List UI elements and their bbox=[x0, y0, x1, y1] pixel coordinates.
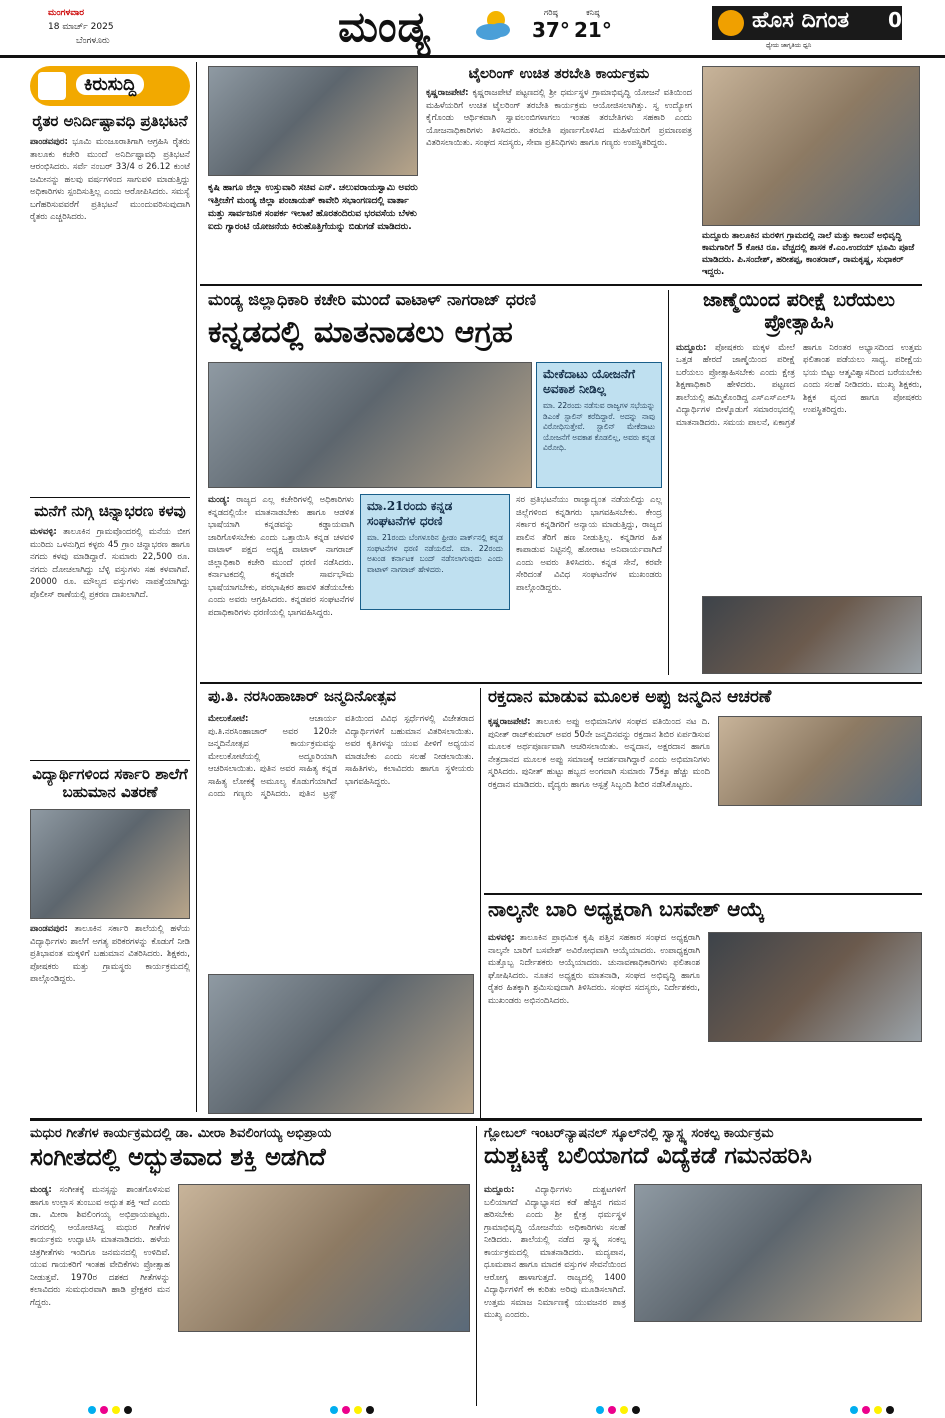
black-dot bbox=[886, 1406, 894, 1414]
section-divider bbox=[200, 682, 922, 684]
school-photo bbox=[30, 809, 190, 919]
max-label: ಗರಿಷ್ಠ bbox=[543, 8, 558, 17]
dateline: ಮಂಡ್ಯ: bbox=[30, 1185, 52, 1195]
school-event-photo bbox=[634, 1184, 922, 1322]
logo-emblem-icon bbox=[718, 10, 744, 36]
black-dot bbox=[632, 1406, 640, 1414]
story-text: ತಾಲೂಕು ಅಪ್ಪು ಅಭಿಮಾನಿಗಳ ಸಂಘದ ವತಿಯಿಂದ ನಟ ದಿ. ಪುನೀತ್ ರಾಜ್‌ಕುಮಾರ್ ಅವರ 50ನೇ ಜನ್ಮದಿನವನ್ನು ರಕ್ತದಾನ ಶಿಬಿರ ಏರ್ಪಡಿಸುವ ಮೂಲಕ ಅರ್ಥಪೂರ್ಣವಾಗಿ ಆಚರಿಸಲಾಯಿತು. ಅನ್ನದಾನ, ಅಕ್ಷರದಾನ ಹಾಗೂ ನೇತ್ರದಾನದ ಮೂಲಕ ಅಪ್ಪು ಸಮಾಜಕ್ಕೆ ಆದರ್ಶವಾಗಿದ್ದಾರೆ ಎಂದು ಅಭಿಮಾನಿಗಳು ಸ್ಮರಿಸಿದರು. ಪುನೀತ್ ಹುಟ್ಟು ಹಬ್ಬದ ಅಂಗವಾಗಿ ಸುಮಾರು 75ಕ್ಕೂ ಹೆಚ್ಚು ಮಂದಿ ರಕ್ತದಾನ ಮಾಡಿದರು. ವೈದ್ಯರು ಹಾಗೂ ಆಸ್ಪತ್ರೆ ಸಿಬ್ಬಂದಿ ಶಿಬಿರ ನಡೆಸಿಕೊಟ್ಟರು. bbox=[488, 717, 710, 790]
yellow-dot bbox=[620, 1406, 628, 1414]
divider bbox=[30, 497, 190, 498]
story-theft bbox=[30, 502, 190, 757]
yellow-dot bbox=[354, 1406, 362, 1414]
story-col3: ಸರ ಪ್ರತಿಭಟನೆಯು ರಾಜ್ಯಾದ್ಯಂತ ನಡೆಯಲಿದ್ದು ಎಲ್ಲ ಜಿಲ್ಲೆಗಳಿಂದ ಕನ್ನಡಿಗರು ಭಾಗವಹಿಸಬೇಕು. ಕೇಂದ್ರ ಸರ್ಕಾರ ಕನ್ನಡಿಗರಿಗೆ ಅನ್ಯಾಯ ಮಾಡುತ್ತಿದ್ದು, ರಾಜ್ಯದ ಪಾಲಿನ ತೆರಿಗೆ ಹಣ ನೀಡುತ್ತಿಲ್ಲ. ಕನ್ನಡಿಗರ ಹಿತ ಕಾಪಾಡುವ ನಿಟ್ಟಿನಲ್ಲಿ ಹೋರಾಟ ಅನಿವಾರ್ಯವಾಗಿದೆ ಎಂದು ಅವರು ತಿಳಿಸಿದರು. ಕನ್ನಡ ಸೇನೆ, ಕರವೇ ಸೇರಿದಂತೆ ವಿವಿಧ ಸಂಘಟನೆಗಳ ಮುಖಂಡರು ಪಾಲ್ಗೊಂಡಿದ್ದರು. bbox=[516, 495, 662, 593]
headline: ರಕ್ತದಾನ ಮಾಡುವ ಮೂಲಕ ಅಪ್ಪು ಜನ್ಮದಿನ ಆಚರಣೆ bbox=[488, 688, 772, 707]
mekedatu-box bbox=[536, 362, 662, 488]
date-block bbox=[48, 6, 198, 48]
puti-event-photo bbox=[208, 974, 474, 1114]
students-photo bbox=[702, 596, 922, 674]
society-photo bbox=[708, 932, 922, 1042]
story-text: ಕೃಷ್ಣರಾಜಪೇಟೆ ಪಟ್ಟಣದಲ್ಲಿ ಶ್ರೀ ಧರ್ಮಸ್ಥಳ ಗ್ರಾಮಾಭಿವೃದ್ಧಿ ಯೋಜನೆ ವತಿಯಿಂದ ಮಹಿಳೆಯರಿಗೆ ಉಚಿತ ಟೈಲರಿಂಗ್ ತರಬೇತಿ ಕಾರ್ಯಕ್ರಮ ಆಯೋಜಿಸಲಾಗಿತ್ತು. ಸ್ವ ಉದ್ಯೋಗ ಕೈಗೊಂಡು ಆರ್ಥಿಕವಾಗಿ ಸ್ವಾವಲಂಬಿಗಳಾಗಲು ಇಂತಹ ತರಬೇತಿಗಳು ಸಹಕಾರಿ ಎಂದು ಯೋಜನಾಧಿಕಾರಿಗಳು ತಿಳಿಸಿದರು. ತರಬೇತಿ ಪೂರ್ಣಗೊಳಿಸಿದ ಮಹಿಳೆಯರಿಗೆ ಪ್ರಮಾಣಪತ್ರ ವಿತರಿಸಲಾಯಿತು. ಸಂಘದ ಸದಸ್ಯರು, ಸೇವಾ ಪ್ರತಿನಿಧಿಗಳು ಹಾಗೂ ಗಣ್ಯರು ಉಪಸ್ಥಿತರಿದ್ದರು. bbox=[426, 88, 692, 149]
yellow-dot bbox=[112, 1406, 120, 1414]
protest-photo bbox=[208, 362, 532, 488]
dateline: ಮಳವಳ್ಳಿ: bbox=[30, 527, 57, 537]
story-body bbox=[30, 923, 190, 986]
dateline: ಮಳವಳ್ಳಿ: bbox=[488, 933, 515, 943]
min-temperature bbox=[574, 8, 612, 42]
kicker: ಗ್ಲೋಬಲ್ ಇಂಟರ್‌ನ್ಯಾಷನಲ್ ಸ್ಕೂಲ್‌ನಲ್ಲಿ ಸ್ವಾಸ್ಥ್ಯ ಸಂಕಲ್ಪ ಕಾರ್ಯಕ್ರಮ bbox=[484, 1126, 774, 1141]
story-appu bbox=[488, 688, 922, 888]
story-body bbox=[484, 1184, 626, 1404]
canal-work-photo bbox=[702, 66, 920, 226]
black-dot bbox=[124, 1406, 132, 1414]
section-divider bbox=[200, 284, 922, 286]
issue-date: 18 ಮಾರ್ಚ್ 2025 bbox=[48, 22, 114, 32]
story-drugs-awareness bbox=[484, 1126, 922, 1406]
story-text: ವಿದ್ಯಾರ್ಥಿಗಳು ದುಶ್ಚಟಗಳಿಗೆ ಬಲಿಯಾಗದೆ ವಿದ್ಯಾಭ್ಯಾಸದ ಕಡೆ ಹೆಚ್ಚಿನ ಗಮನ ಹರಿಸಬೇಕು ಎಂದು ಶ್ರೀ ಕ್ಷೇತ್ರ ಧರ್ಮಸ್ಥಳ ಗ್ರಾಮಾಭಿವೃದ್ಧಿ ಯೋಜನೆಯ ಅಧಿಕಾರಿಗಳು ಸಲಹೆ ನೀಡಿದರು. ಶಾಲೆಯಲ್ಲಿ ನಡೆದ ಸ್ವಾಸ್ಥ್ಯ ಸಂಕಲ್ಪ ಕಾರ್ಯಕ್ರಮದಲ್ಲಿ ಮಾತನಾಡಿದರು. ಮದ್ಯಪಾನ, ಧೂಮಪಾನ ಹಾಗೂ ಮಾದಕ ವಸ್ತುಗಳ ಸೇವನೆಯಿಂದ ಆರೋಗ್ಯ ಹಾಳಾಗುತ್ತದೆ. ರಾಜ್ಯದಲ್ಲಿ 1400 ವಿದ್ಯಾರ್ಥಿಗಳಿಗೆ ಈ ಕುರಿತು ಅರಿವು ಮೂಡಿಸಲಾಗಿದೆ. ಉತ್ತಮ ಸಮಾಜ ನಿರ್ಮಾಣಕ್ಕೆ ಯುವಜನರ ಪಾತ್ರ ಮುಖ್ಯ ಎಂದರು. bbox=[484, 1185, 626, 1320]
story-text: ಪೋಷಕರು ಮಕ್ಕಳ ಮೇಲೆ ಒತ್ತಡ ಹೇರದೆ ಜಾಣ್ಮೆಯಿಂದ ಪರೀಕ್ಷೆ ಬರೆಯಲು ಪ್ರೋತ್ಸಾಹಿಸಬೇಕು ಎಂದು ಕ್ಷೇತ್ರ ಶಿಕ್ಷಣಾಧಿಕಾರಿ ಹೇಳಿದರು. ಪಟ್ಟಣದ ಶಾಲೆಯಲ್ಲಿ ಹಮ್ಮಿಕೊಂಡಿದ್ದ ಎಸ್ಎಸ್ಎಲ್‌ಸಿ ವಿದ್ಯಾರ್ಥಿಗಳ ಬೀಳ್ಕೊಡುಗೆ ಸಮಾರಂಭದಲ್ಲಿ ಮಾತನಾಡಿದರು. ಸಮಯ ಪಾಲನೆ, ಏಕಾಗ್ರತೆ ಹಾಗೂ ನಿರಂತರ ಅಭ್ಯಾಸದಿಂದ ಉತ್ತಮ ಫಲಿತಾಂಶ ಪಡೆಯಲು ಸಾಧ್ಯ. ಪರೀಕ್ಷೆಯ ಭಯ ಬಿಟ್ಟು ಆತ್ಮವಿಶ್ವಾಸದಿಂದ ಬರೆಯಬೇಕು ಎಂದು ಸಲಹೆ ನೀಡಿದರು. ಮುಖ್ಯ ಶಿಕ್ಷಕರು, ಶಿಕ್ಷಕ ವೃಂದ ಹಾಗೂ ಪೋಷಕರು ಉಪಸ್ಥಿತರಿದ್ದರು. bbox=[676, 342, 922, 428]
story-text: ಸಂಗೀತಕ್ಕೆ ಮನಸ್ಸನ್ನು ಶಾಂತಗೊಳಿಸುವ ಹಾಗೂ ಉಲ್ಲಾಸ ತುಂಬುವ ಅದ್ಭುತ ಶಕ್ತಿ ಇದೆ ಎಂದು ಡಾ. ಮೀರಾ ಶಿವಲಿಂಗಯ್ಯ ಅಭಿಪ್ರಾಯಪಟ್ಟರು. ನಗರದಲ್ಲಿ ಆಯೋಜಿಸಿದ್ದ ಮಧುರ ಗೀತೆಗಳ ಕಾರ್ಯಕ್ರಮ ಉದ್ಘಾಟಿಸಿ ಮಾತನಾಡಿದರು. ಹಳೆಯ ಚಿತ್ರಗೀತೆಗಳು ಇಂದಿಗೂ ಜನಮನದಲ್ಲಿ ಉಳಿದಿವೆ. ಯುವ ಗಾಯಕರಿಗೆ ಇಂತಹ ವೇದಿಕೆಗಳು ಪ್ರೋತ್ಸಾಹ ನೀಡುತ್ತವೆ. 1970ರ ದಶಕದ ಗೀತೆಗಳನ್ನು ಕಲಾವಿದರು ಸುಮಧುರವಾಗಿ ಹಾಡಿ ಪ್ರೇಕ್ಷಕರ ಮನ ಗೆದ್ದರು. bbox=[30, 1185, 170, 1308]
story-text: ತಾಲೂಕಿನ ಪ್ರಾಥಮಿಕ ಕೃಷಿ ಪತ್ತಿನ ಸಹಕಾರ ಸಂಘದ ಅಧ್ಯಕ್ಷರಾಗಿ ನಾಲ್ಕನೇ ಬಾರಿಗೆ ಬಸವೇಶ್ ಅವಿರೋಧವಾಗಿ ಆಯ್ಕೆಯಾದರು. ಉಪಾಧ್ಯಕ್ಷರಾಗಿ ಮತ್ತೊಬ್ಬ ನಿರ್ದೇಶಕರು ಆಯ್ಕೆಯಾದರು. ಚುನಾವಣಾಧಿಕಾರಿಗಳು ಫಲಿತಾಂಶ ಘೋಷಿಸಿದರು. ನೂತನ ಅಧ್ಯಕ್ಷರು ಮಾತನಾಡಿ, ಸಂಘದ ಅಭಿವೃದ್ಧಿ ಹಾಗೂ ರೈತರ ಹಿತಕ್ಕಾಗಿ ಶ್ರಮಿಸುವುದಾಗಿ ತಿಳಿಸಿದರು. ಸಂಘದ ಸದಸ್ಯರು, ನಿರ್ದೇಶಕರು, ಮುಖಂಡರು ಅಭಿನಂದಿಸಿದರು. bbox=[488, 933, 700, 1006]
kirusuddi-badge bbox=[30, 66, 190, 106]
headline: ವಿದ್ಯಾರ್ಥಿಗಳಿಂದ ಸರ್ಕಾರಿ ಶಾಲೆಗೆ ಬಹುಮಾನ ವಿತರಣೆ bbox=[32, 765, 188, 801]
magenta-dot bbox=[608, 1406, 616, 1414]
cyan-dot bbox=[850, 1406, 858, 1414]
story-text: ರಾಜ್ಯದ ಎಲ್ಲ ಕಚೇರಿಗಳಲ್ಲಿ ಅಧಿಕಾರಿಗಳು ಕನ್ನಡದಲ್ಲಿಯೇ ಮಾತನಾಡಬೇಕು ಹಾಗೂ ಆಡಳಿತ ಭಾಷೆಯಾಗಿ ಕನ್ನಡವನ್ನು ಕಡ್ಡಾಯವಾಗಿ ಜಾರಿಗೊಳಿಸಬೇಕು ಎಂದು ಒತ್ತಾಯಿಸಿ ಕನ್ನಡ ಚಳವಳಿ ವಾಟಾಳ್ ಪಕ್ಷದ ಅಧ್ಯಕ್ಷ ವಾಟಾಳ್ ನಾಗರಾಜ್ ಜಿಲ್ಲಾಧಿಕಾರಿ ಕಚೇರಿ ಮುಂದೆ ಧರಣಿ ನಡೆಸಿದರು. ಕರ್ನಾಟಕದಲ್ಲಿ ಕನ್ನಡವೇ ಸಾರ್ವಭೌಮ ಭಾಷೆಯಾಗಬೇಕು, ಪರಭಾಷಿಕರ ಹಾವಳಿ ತಡೆಯಬೇಕು ಎಂದು ಅವರು ಆಗ್ರಹಿಸಿದರು. ಕನ್ನಡಪರ ಸಂಘಟನೆಗಳ ಪದಾಧಿಕಾರಿಗಳು ಧರಣಿಯಲ್ಲಿ ಭಾಗವಹಿಸಿದ್ದರು. bbox=[208, 495, 354, 618]
headline: ಜಾಣ್ಮೆಯಿಂದ ಪರೀಕ್ಷೆ ಬರೆಯಲು ಪ್ರೋತ್ಸಾಹಿಸಿ bbox=[703, 290, 895, 333]
story-body bbox=[488, 932, 700, 1112]
story-body bbox=[30, 1184, 170, 1404]
story-text: ತಾಲೂಕಿನ ಸರ್ಕಾರಿ ಶಾಲೆಯಲ್ಲಿ ಹಳೆಯ ವಿದ್ಯಾರ್ಥಿಗಳು ಶಾಲೆಗೆ ಅಗತ್ಯ ಪರಿಕರಗಳನ್ನು ಕೊಡುಗೆ ನೀಡಿ ಪ್ರತಿಭಾವಂತ ಮಕ್ಕಳಿಗೆ ಬಹುಮಾನ ವಿತರಿಸಿದರು. ಶಿಕ್ಷಕರು, ಪೋಷಕರು ಮತ್ತು ಗ್ರಾಮಸ್ಥರು ಕಾರ್ಯಕ್ರಮದಲ್ಲಿ ಪಾಲ್ಗೊಂಡಿದ್ದರು. bbox=[30, 924, 190, 984]
kicker: ಮಧುರ ಗೀತೆಗಳ ಕಾರ್ಯಕ್ರಮದಲ್ಲಿ ಡಾ. ಮೀರಾ ಶಿವಲಿಂಗಯ್ಯ ಅಭಿಪ್ರಾಯ bbox=[30, 1126, 332, 1141]
story-text: ಆಚಾರ್ಯ ಪು.ತಿ.ನರಸಿಂಹಾಚಾರ್ ಅವರ 120ನೇ ಜನ್ಮದಿನೋತ್ಸವ ಕಾರ್ಯಕ್ರಮವನ್ನು ಮೇಲುಕೋಟೆಯಲ್ಲಿ ಅದ್ದೂರಿಯಾಗಿ ಆಚರಿಸಲಾಯಿತು. ಪುತಿನ ಅವರ ಸಾಹಿತ್ಯ ಕನ್ನಡ ಸಾಹಿತ್ಯ ಲೋಕಕ್ಕೆ ಅಮೂಲ್ಯ ಕೊಡುಗೆಯಾಗಿದೆ ಎಂದು ಗಣ್ಯರು ಸ್ಮರಿಸಿದರು. ಪುತಿನ ಟ್ರಸ್ಟ್ ವತಿಯಿಂದ ವಿವಿಧ ಸ್ಪರ್ಧೆಗಳಲ್ಲಿ ವಿಜೇತರಾದ ವಿದ್ಯಾರ್ಥಿಗಳಿಗೆ ಬಹುಮಾನ ವಿತರಿಸಲಾಯಿತು. ಅವರ ಕೃತಿಗಳನ್ನು ಯುವ ಪೀಳಿಗೆ ಅಧ್ಯಯನ ಮಾಡಬೇಕು ಎಂದು ಸಲಹೆ ನೀಡಲಾಯಿತು. ಸಾಹಿತಿಗಳು, ಕಲಾವಿದರು ಹಾಗೂ ಸ್ಥಳೀಯರು ಭಾಗವಹಿಸಿದ್ದರು. bbox=[208, 714, 474, 800]
minister-caption: ಕೃಷಿ ಹಾಗೂ ಜಿಲ್ಲಾ ಉಸ್ತುವಾರಿ ಸಚಿವ ಎನ್. ಚಲುವರಾಯಸ್ವಾಮಿ ಅವರು ಇತ್ತೀಚೆಗೆ ಮಂಡ್ಯ ಜಿಲ್ಲಾ ಪಂಚಾಯತ್ ಕಾವೇರಿ ಸಭಾಂಗಣದಲ್ಲಿ ವಾರ್ತಾ ಮತ್ತು ಸಾರ್ವಜನಿಕ ಸಂಪರ್ಕ ಇಲಾಖೆ ಹೊರತಂದಿರುವ ಭರವಸೆಯ ಬೆಳಕು ಐದು ಗ್ಯಾರಂಟಿ ಯೋಜನೆಯ ಕಿರುಹೊತ್ತಿಗೆಯನ್ನು ಬಿಡುಗಡೆ ಮಾಡಿದರು. bbox=[208, 183, 418, 232]
edition-city: ಬೆಂಗಳೂರು bbox=[76, 36, 110, 46]
magenta-dot bbox=[342, 1406, 350, 1414]
march21-box bbox=[360, 494, 510, 610]
dateline: ಕೃಷ್ಣರಾಜಪೇಟೆ: bbox=[488, 717, 531, 727]
min-label: ಕನಿಷ್ಠ bbox=[586, 8, 600, 17]
story-body bbox=[676, 342, 922, 592]
black-dot bbox=[366, 1406, 374, 1414]
box-text: ಮಾ. 22ರಂದು ನಡೆಸುವ ರಾಜ್ಯಗಳ ಸಭೆಯನ್ನು ಡಿಎಂಕೆ ಸ್ಟಾಲಿನ್ ಕರೆದಿದ್ದಾರೆ. ಅದನ್ನು ನಾವು ವಿರೋಧಿಸುತ್ತೇವೆ. ಸ್ಟಾಲಿನ್ ಮೇಕೆದಾಟು ಯೋಜನೆಗೆ ಅವಕಾಶ ಕೊಡಲಿಲ್ಲ, ಅವರು ಕನ್ನಡ ವಿರೋಧಿ. bbox=[543, 401, 655, 452]
story-text: ತಾಲೂಕಿನ ಗ್ರಾಮವೊಂದರಲ್ಲಿ ಮನೆಯ ಬೀಗ ಮುರಿದು ಒಳನುಗ್ಗಿದ ಕಳ್ಳರು 45 ಗ್ರಾಂ ಚಿನ್ನಾಭರಣ ಹಾಗೂ ನಗದು ಕಳವು ಮಾಡಿದ್ದಾರೆ. ಸುಮಾರು 22,500 ರೂ. ನಗದು ದೋಚಲಾಗಿದ್ದು ಬೆಳ್ಳಿ ವಸ್ತುಗಳು ಸಹ ಕಳವಾಗಿವೆ. 20000 ರೂ. ಮೌಲ್ಯದ ವಸ್ತುಗಳು ನಾಪತ್ತೆಯಾಗಿದ್ದು ಪೊಲೀಸ್ ಠಾಣೆಯಲ್ಲಿ ಪ್ರಕರಣ ದಾಖಲಾಗಿದೆ. bbox=[30, 527, 190, 600]
story-body bbox=[208, 494, 354, 670]
paper-name: ಹೊಸ ದಿಗಂತ bbox=[752, 8, 850, 33]
story-body bbox=[30, 136, 190, 224]
paper-logo bbox=[712, 6, 902, 40]
box-headline: ಮಾ.21ರಂದು ಕನ್ನಡ ಸಂಘಟನೆಗಳ ಧರಣಿ bbox=[367, 499, 453, 528]
story-farmers-protest bbox=[30, 112, 190, 497]
registration-marks bbox=[88, 1406, 132, 1414]
story-body bbox=[488, 716, 710, 886]
column-divider bbox=[480, 688, 481, 1118]
magenta-dot bbox=[862, 1406, 870, 1414]
dateline: ಕೃಷ್ಣರಾಜಪೇಟೆ: bbox=[426, 88, 469, 99]
dateline: ಪಾಂಡವಪುರ: bbox=[30, 924, 68, 934]
hand-pointer-icon bbox=[38, 72, 66, 100]
paper-tagline: ಧ್ಯೇಯ ಜಾಗೃತಿಯ ಧ್ವನಿ bbox=[766, 42, 812, 49]
dateline: ಮೇಲುಕೋಟೆ: bbox=[208, 714, 249, 725]
district-title: ಮಂಡ್ಯ bbox=[338, 2, 432, 51]
story-music bbox=[30, 1126, 470, 1406]
column-divider bbox=[668, 290, 669, 675]
story-puti bbox=[208, 688, 474, 1118]
dateline: ಪಾಂಡವಪುರ: bbox=[30, 137, 68, 147]
dateline: ಮದ್ದೂರು: bbox=[484, 1185, 515, 1195]
headline: ದುಶ್ಚಟಕ್ಕೆ ಬಲಿಯಾಗದೆ ವಿದ್ಯೆಕಡೆ ಗಮನಹರಿಸಿ bbox=[484, 1142, 812, 1169]
story-body bbox=[426, 87, 692, 150]
headline: ಪು.ತಿ. ನರಸಿಂಹಾಚಾರ್ ಜನ್ಮದಿನೋತ್ಸವ bbox=[208, 688, 396, 705]
headline: ಸಂಗೀತದಲ್ಲಿ ಅದ್ಭುತವಾದ ಶಕ್ತಿ ಅಡಗಿದೆ bbox=[30, 1142, 326, 1171]
dateline: ಮಂಡ್ಯ: bbox=[208, 495, 230, 505]
min-value: 21° bbox=[574, 18, 612, 42]
masthead bbox=[0, 0, 945, 58]
story-exam bbox=[676, 290, 922, 680]
magenta-dot bbox=[100, 1406, 108, 1414]
column-divider bbox=[196, 62, 197, 1112]
blood-donation-photo bbox=[718, 716, 922, 806]
divider bbox=[30, 760, 190, 761]
dateline: ಮದ್ದೂರು: bbox=[676, 342, 707, 353]
yellow-dot bbox=[874, 1406, 882, 1414]
story-body bbox=[208, 713, 474, 963]
max-value: 37° bbox=[532, 18, 570, 42]
cyan-dot bbox=[596, 1406, 604, 1414]
music-event-photo bbox=[178, 1184, 470, 1332]
headline: ಟೈಲರಿಂಗ್ ಉಚಿತ ತರಬೇತಿ ಕಾರ್ಯಕ್ರಮ bbox=[468, 66, 650, 82]
registration-marks bbox=[330, 1406, 374, 1414]
story-body bbox=[30, 526, 190, 601]
headline: ಕನ್ನಡದಲ್ಲಿ ಮಾತನಾಡಲು ಆಗ್ರಹ bbox=[208, 315, 513, 350]
box-text: ಮಾ. 21ರಂದು ಬೆಂಗಳೂರಿನ ಫ್ರೀಡಂ ಪಾರ್ಕ್‌ನಲ್ಲಿ ಕನ್ನಡ ಸಂಘಟನೆಗಳ ಧರಣಿ ನಡೆಯಲಿದೆ. ಮಾ. 22ರಂದು ಅಖಂಡ ಕರ್ನಾಟಕ ಬಂದ್ ನಡೆಸಲಾಗುವುದು ಎಂದು ವಾಟಾಳ್ ನಾಗರಾಜ್ ಹೇಳಿದರು. bbox=[367, 533, 503, 574]
kicker: ಮಂಡ್ಯ ಜಿಲ್ಲಾಧಿಕಾರಿ ಕಚೇರಿ ಮುಂದೆ ವಾಟಾಳ್ ನಾಗರಾಜ್ ಧರಣಿ bbox=[208, 290, 536, 309]
column-divider bbox=[476, 1126, 477, 1406]
minister-photo bbox=[208, 66, 418, 176]
weekday: ಮಂಗಳವಾರ bbox=[48, 8, 85, 18]
story-basavesh bbox=[488, 898, 922, 1113]
cyan-dot bbox=[330, 1406, 338, 1414]
section-divider bbox=[484, 893, 922, 895]
section-divider bbox=[30, 1118, 922, 1121]
story-tailoring bbox=[426, 66, 692, 276]
canal-work-caption: ಮದ್ದೂರು ತಾಲೂಕಿನ ಮರಳಿಗ ಗ್ರಾಮದಲ್ಲಿ ನಾಲೆ ಮತ್ತು ಕಾಲುವೆ ಅಭಿವೃದ್ಧಿ ಕಾಮಗಾರಿಗೆ 5 ಕೋಟಿ ರೂ. ವೆಚ್ಚದಲ್ಲಿ ಶಾಸಕ ಕೆ.ಎಂ.ಉದಯ್ ಭೂಮಿ ಪೂಜೆ ಮಾಡಿದರು. ಪಿ.ಸಂದೇಶ್, ಹರೀಶಪ್ಪ, ಕಾಂತರಾಜ್, ರಾಮಕೃಷ್ಣ, ಸುಧಾಕರ್ ಇದ್ದರು. bbox=[702, 231, 915, 277]
registration-marks bbox=[850, 1406, 894, 1414]
registration-marks bbox=[596, 1406, 640, 1414]
box-headline: ಮೇಕೆದಾಟು ಯೋಜನೆಗೆ ಅವಕಾಶ ನೀಡಿಲ್ಲ bbox=[543, 367, 635, 396]
headline: ಮನೆಗೆ ನುಗ್ಗಿ ಚಿನ್ನಾಭರಣ ಕಳವು bbox=[34, 502, 186, 520]
story-school-prize bbox=[30, 765, 190, 1110]
page-number: 02 bbox=[888, 8, 916, 32]
max-temperature bbox=[532, 8, 570, 42]
kirusuddi-label: ಕಿರುಸುದ್ದಿ bbox=[76, 74, 144, 95]
story-kannada-protest bbox=[208, 290, 662, 670]
story-text: ಭೂಮಿ ಮಂಜೂರಾತಿಗಾಗಿ ಆಗ್ರಹಿಸಿ ರೈತರು ತಾಲೂಕು ಕಚೇರಿ ಮುಂದೆ ಅನಿರ್ದಿಷ್ಟಾವಧಿ ಪ್ರತಿಭಟನೆ ಆರಂಭಿಸಿದರು. ಸರ್ವೆ ನಂಬರ್ 33/4 ರ 26.12 ಕುಂಟೆ ಜಮೀನನ್ನು ಹಲವು ವರ್ಷಗಳಿಂದ ಸಾಗುವಳಿ ಮಾಡುತ್ತಿದ್ದು ಅಧಿಕಾರಿಗಳು ಸ್ಪಂದಿಸುತ್ತಿಲ್ಲ ಎಂದು ಆರೋಪಿಸಿದರು. ಸಮಸ್ಯೆ ಬಗೆಹರಿಸುವವರೆಗೆ ಪ್ರತಿಭಟನೆ ಮುಂದುವರಿಸುವುದಾಗಿ ರೈತರು ಎಚ್ಚರಿಸಿದರು. bbox=[30, 137, 190, 222]
headline: ರೈತರ ಅನಿರ್ದಿಷ್ಟಾವಧಿ ಪ್ರತಿಭಟನೆ bbox=[32, 112, 188, 130]
sun-cloud-icon bbox=[472, 6, 516, 46]
cyan-dot bbox=[88, 1406, 96, 1414]
headline: ನಾಲ್ಕನೇ ಬಾರಿ ಅಧ್ಯಕ್ಷರಾಗಿ ಬಸವೇಶ್ ಆಯ್ಕೆ bbox=[488, 898, 765, 921]
